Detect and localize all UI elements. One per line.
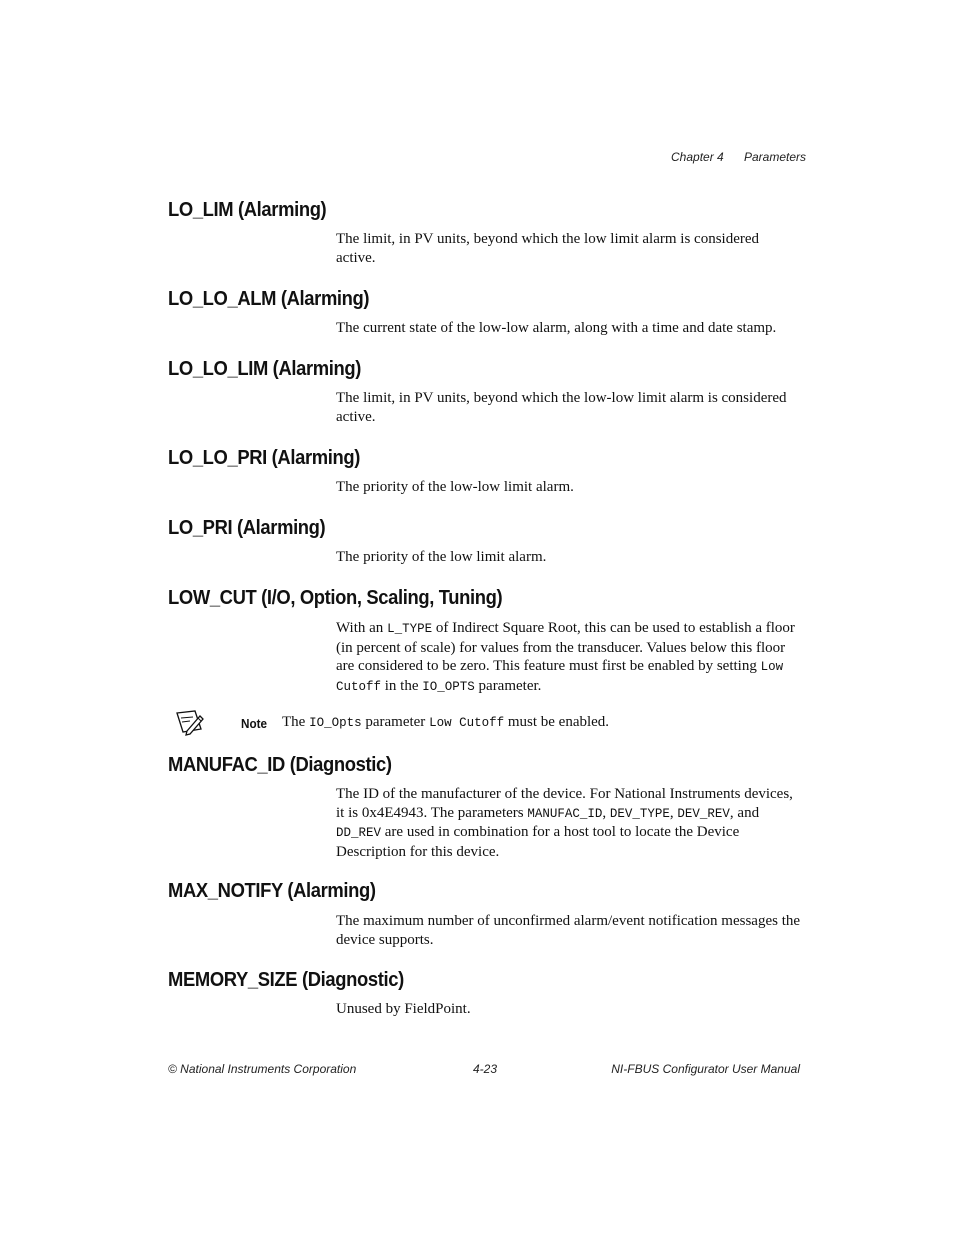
note-text (282, 714, 609, 731)
footer-copyright: © National Instruments Corporation (168, 1062, 357, 1076)
text-run: must be enabled. (504, 714, 610, 730)
header-chapter: Chapter 4 (671, 150, 724, 164)
code-low-cutoff: Low Cutoff (336, 660, 784, 694)
code-low-cutoff: Low Cutoff (429, 716, 505, 730)
description-lo-pri: The priority of the low limit alarm. (336, 549, 547, 565)
text-run: parameter (361, 714, 430, 730)
text-run: The (282, 714, 310, 730)
note-pencil-icon (174, 708, 206, 738)
description-lo-lo-alm: The current state of the low-low alarm, along with a time and date stamp. (336, 320, 777, 336)
code-io-opts: IO_Opts (309, 716, 362, 730)
description-manufac-id (336, 785, 802, 861)
text-run: , (602, 804, 610, 821)
footer-manual-title: NI-FBUS Configurator User Manual (611, 1062, 800, 1076)
description-lo-lim: The limit, in PV units, beyond which the low limit alarm is considered active. (336, 231, 760, 266)
text-run: , (669, 804, 678, 821)
heading-lo-lo-lim: LO_LO_LIM (Alarming) (168, 358, 362, 380)
heading-max-notify: MAX_NOTIFY (Alarming) (168, 880, 376, 902)
heading-low-cut: LOW_CUT (I/O, Option, Scaling, Tuning) (168, 587, 503, 609)
text-run: The ID of the manufacturer of the device. For National Instruments devices, it is 0x4E4943. The parameters (336, 786, 793, 821)
code-dev-type: DEV_TYPE (609, 806, 670, 821)
code-manufac-id: MANUFAC_ID (527, 806, 603, 821)
code-dd-rev: DD_REV (336, 826, 382, 841)
description-max-notify: The maximum number of unconfirmed alarm/event notification messages the device supports. (336, 913, 801, 948)
description-memory-size: Unused by FieldPoint. (336, 1001, 471, 1017)
footer-page-number: 4-23 (473, 1062, 498, 1076)
heading-lo-lo-pri: LO_LO_PRI (Alarming) (168, 447, 361, 469)
text-run: in the (381, 677, 423, 694)
text-run: are used in combination for a host tool to locate the Device Description for this device. (336, 824, 740, 860)
description-lo-lo-lim: The limit, in PV units, beyond which the low-low limit alarm is considered active. (336, 390, 787, 425)
heading-memory-size: MEMORY_SIZE (Diagnostic) (168, 969, 404, 991)
note-label: Note (241, 716, 268, 731)
description-low-cut (336, 619, 802, 696)
text-run: With an (336, 620, 388, 636)
heading-manufac-id: MANUFAC_ID (Diagnostic) (168, 754, 392, 776)
code-dev-rev: DEV_REV (677, 806, 730, 821)
heading-lo-lim: LO_LIM (Alarming) (168, 199, 327, 221)
text-run: , and (729, 804, 760, 821)
heading-lo-lo-alm: LO_LO_ALM (Alarming) (168, 288, 370, 310)
heading-lo-pri: LO_PRI (Alarming) (168, 517, 326, 539)
description-lo-lo-pri: The priority of the low-low limit alarm. (336, 479, 574, 495)
code-l-type: L_TYPE (387, 622, 433, 636)
header-section: Parameters (744, 150, 807, 164)
text-run: of Indirect Square Root, this can be used to establish a floor (in percent of scale) for values from the transducer. Values below this floor are considered to be zero. This feature must first be enabled by setting (336, 620, 795, 675)
text-run: parameter. (474, 677, 542, 694)
code-io-opts: IO_OPTS (422, 679, 475, 694)
